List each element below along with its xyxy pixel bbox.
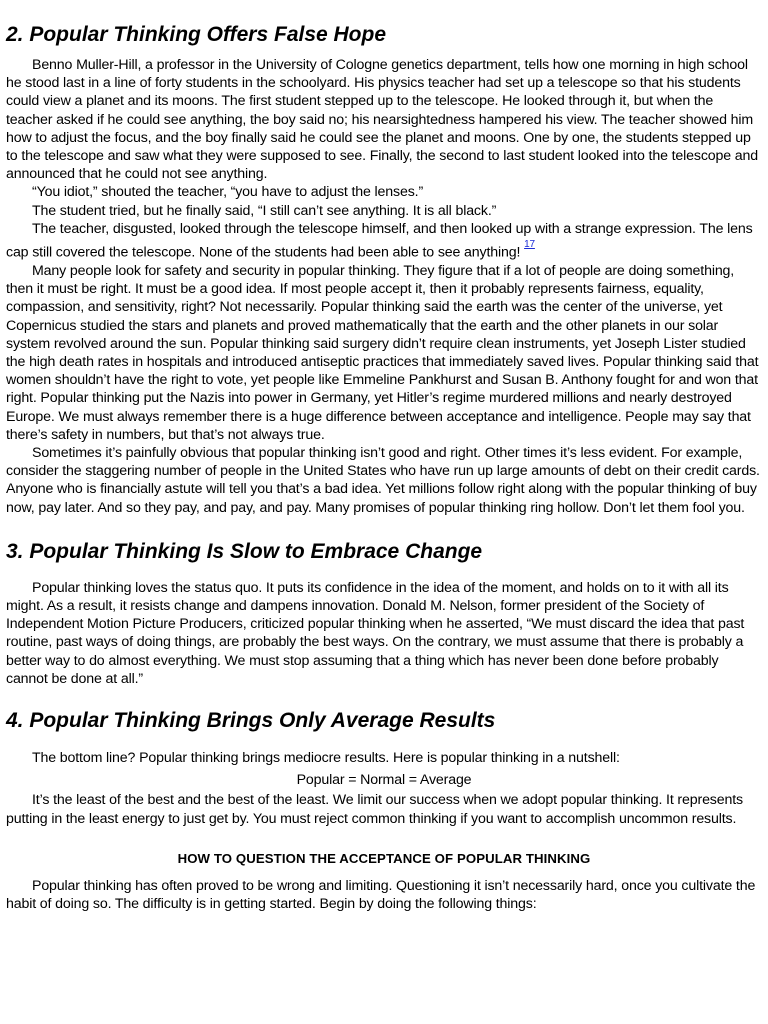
section-3-paragraph-1: Popular thinking loves the status quo. It puts its confidence in the idea of the moment, and holds on to it with all its might. As a result, it resists change and dampens innovation. Donald M. Nelson, former president of the Society of Independent Motion Picture Producers, criticized popular thinking when he asserted, “We must discard the idea that past routine, past ways of doing things, are probably the best ways. On the contrary, we must assume that there is probably a better way to do almost everything. We must stop assuming that a thing which has never been done before probably cannot be done at all.” <box>6 579 745 687</box>
section-2-heading: 2. Popular Thinking Offers False Hope <box>6 23 387 46</box>
section-3-heading: 3. Popular Thinking Is Slow to Embrace Change <box>6 539 483 563</box>
section-4-paragraph-1: The bottom line? Popular thinking brings mediocre results. Here is popular thinking in a nutshell: <box>32 750 620 767</box>
section-2-paragraph-4-text: The teacher, disgusted, looked through the telescope himself, and then looked up with a strange expression. The lens cap still covered the telescope. None of the students had been able to see anything! <box>6 220 753 261</box>
footnote-link[interactable]: 17 <box>524 239 535 251</box>
formula-line: Popular = Normal = Average <box>296 772 472 789</box>
how-to-subheading: HOW TO QUESTION THE ACCEPTANCE OF POPULAR THINKING <box>177 850 591 866</box>
section-2-paragraph-3: The student tried, but he finally said, “I still can’t see anything. It is all black.” <box>32 202 497 219</box>
how-to-paragraph-1: Popular thinking has often proved to be wrong and limiting. Questioning it isn’t necessarily hard, once you cultivate the habit of doing so. The difficulty is in getting started. Begin by doing the following things: <box>6 878 756 913</box>
section-2-paragraph-5: Many people look for safety and security in popular thinking. They figure that if a lot of people are doing something, then it must be right. It must be a good idea. If most people accept it, then it probably represents fairness, equality, compassion, and sensitivity, right? Not necessarily. Popular thinking said the earth was the center of the universe, yet Copernicus studied the stars and planets and proved mathematically that the earth and the other planets in our solar system revolved around the sun. Popular thinking said surgery didn’t require clean instruments, yet Joseph Lister studied the high death rates in hospitals and introduced antiseptic practices that immediately saved lives. Popular thinking said that women shouldn’t have the right to vote, yet people like Emmeline Pankhurst and Susan B. Anthony fought for and won that right. Popular thinking put the Nazis into power in Germany, yet Hitler’s regime murdered millions and nearly destroyed Europe. We must always remember there is a huge difference between acceptance and intelligence. People may say that there’s safety in numbers, but that’s not always true. <box>6 262 759 443</box>
section-4-paragraph-2: It’s the least of the best and the best of the least. We limit our success when we adopt popular thinking. It represents putting in the least energy to just get by. You must reject common thinking if you want to accomplish uncommon results. <box>6 792 743 827</box>
section-2-paragraph-2: “You idiot,” shouted the teacher, “you have to adjust the lenses.” <box>32 184 424 201</box>
section-2-paragraph-1: Benno Muller-Hill, a professor in the University of Cologne genetics department, tells how one morning in high school he stood last in a line of forty students in the schoolyard. His physics teacher had set up a telescope so that his students could view a planet and its moons. The first student stepped up to the telescope. He looked through it, but when the teacher asked if he could see anything, the boy said no; his nearsightedness hampered his view. The teacher showed him how to adjust the focus, and the boy finally said he could see the planet and moons. One by one, the students stepped up to the telescope and saw what they were supposed to see. Finally, the second to last student looked into the telescope and announced that he could not see anything. <box>6 57 758 183</box>
section-4-heading: 4. Popular Thinking Brings Only Average Results <box>6 709 496 733</box>
section-2-paragraph-4 <box>6 220 762 262</box>
section-2-paragraph-6: Sometimes it’s painfully obvious that popular thinking isn’t good and right. Other times it’s less evident. For example, consider the staggering number of people in the United States who have run up large amounts of debt on their credit cards. Anyone who is financially astute will tell you that’s a bad idea. Yet millions follow right along with the popular thinking of buy now, pay later. And so they pay, and pay, and pay. Many promises of popular thinking ring hollow. Don’t let them fool you. <box>6 445 760 516</box>
